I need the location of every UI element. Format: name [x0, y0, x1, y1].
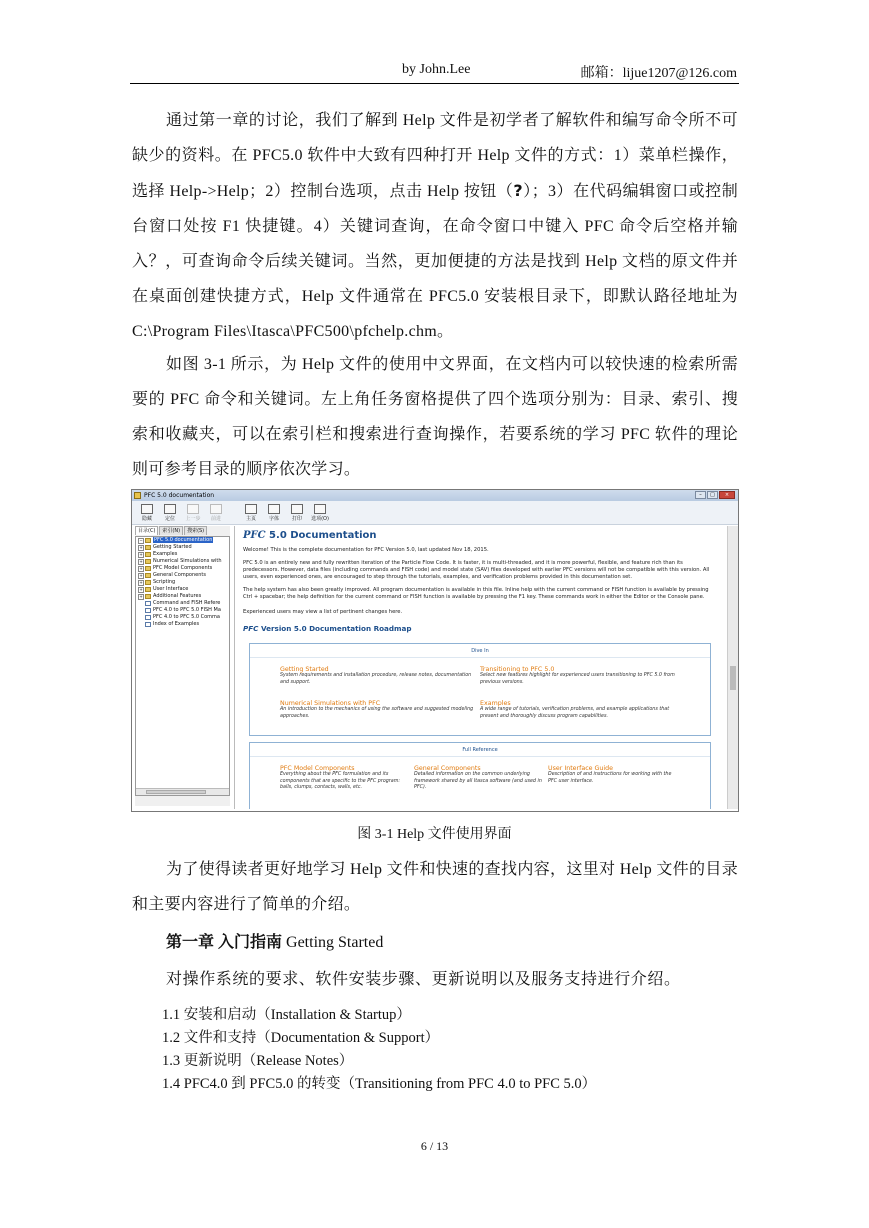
tree-item[interactable] — [136, 551, 229, 558]
nav-tabs — [135, 526, 230, 535]
expand-icon[interactable]: + — [139, 594, 143, 599]
forward-arrow-icon — [210, 504, 222, 514]
list-item: 1.3 更新说明（Release Notes） — [162, 1053, 354, 1069]
roadmap-title-text: Version 5.0 Documentation Roadmap — [258, 624, 412, 633]
locate-button[interactable] — [159, 501, 181, 524]
tree-horizontal-scrollbar[interactable] — [136, 788, 229, 795]
options-label: 选项(O) — [311, 516, 329, 522]
book-icon — [145, 587, 151, 592]
roadmap-link-transitioning[interactable] — [480, 666, 680, 686]
figure-caption: 图 3-1 Help 文件使用界面 — [357, 827, 512, 842]
minimize-button[interactable]: – — [695, 491, 706, 499]
contents-tree — [135, 536, 230, 796]
tree-item-label: General Components — [153, 572, 206, 578]
page-icon — [145, 608, 151, 613]
roadmap-link-title: Examples — [480, 700, 511, 707]
book-icon — [145, 545, 151, 550]
paragraph-help-methods — [132, 103, 738, 349]
roadmap-link-title: Getting Started — [280, 666, 329, 673]
book-icon — [145, 552, 151, 557]
window-titlebar — [132, 490, 738, 501]
roadmap-link-getting-started[interactable] — [280, 666, 480, 686]
expand-icon[interactable]: + — [139, 587, 143, 592]
content-welcome: Welcome! This is the complete documentation for PFC Version 5.0, last updated Nov 18, 2015. — [243, 547, 489, 553]
reference-link-desc: Everything about the PFC formulation and its components that are specific to the PFC program: balls, clumps, contacts, walls, etc. — [280, 772, 401, 790]
reference-link-general-components[interactable] — [414, 765, 542, 792]
tree-item[interactable] — [136, 586, 229, 593]
dive-in-heading: Dive In — [250, 648, 710, 658]
home-label: 主页 — [245, 516, 256, 522]
tree-item-label: PFC 5.0 documentation — [154, 537, 213, 543]
full-reference-box — [249, 742, 711, 809]
tree-item[interactable] — [136, 621, 229, 628]
expand-icon[interactable]: + — [139, 559, 143, 564]
chapter-intro: 对操作系统的要求、软件安装步骤、更新说明以及服务支持进行介绍。 — [166, 971, 681, 988]
font-button[interactable] — [263, 501, 285, 524]
navigation-pane — [135, 526, 230, 806]
book-icon — [145, 566, 151, 571]
hide-icon — [141, 504, 153, 514]
reference-link-title: General Components — [414, 765, 481, 772]
list-item: 1.1 安装和启动（Installation & Startup） — [162, 1007, 411, 1023]
locate-icon — [164, 504, 176, 514]
list-item: 1.2 文件和支持（Documentation & Support） — [162, 1030, 440, 1046]
dive-in-box — [249, 643, 711, 736]
roadmap-link-numerical-simulations[interactable] — [280, 700, 480, 720]
roadmap-title — [243, 624, 412, 633]
tree-item[interactable] — [136, 572, 229, 579]
page-icon — [145, 601, 151, 606]
chapter-heading — [166, 929, 383, 952]
scroll-thumb[interactable] — [146, 790, 206, 794]
tree-item-label: Index of Examples — [153, 621, 200, 627]
reference-link-title: User Interface Guide — [548, 765, 614, 772]
header-author: by John.Lee — [402, 62, 471, 77]
page-icon — [145, 622, 151, 627]
paragraph-1-part-b: ）；3）在代码编辑窗口或控制台窗口处按 F1 快捷键。4）关键词查询，在命令窗口中键入 PFC 命令后空格并输入？，可查询命令后续关键词。当然，更加便捷的方法是找到 Help 文档的原文件并在桌面创建快捷方式，Help 文件通常在 PFC5.0 安装根目录下，即默认路径地址为 C:\Program Files\Itasca\PFC500\pfchelp.chm。 — [132, 183, 739, 340]
tree-item-label: Getting Started — [153, 544, 192, 550]
back-label: 上一步 — [185, 516, 201, 522]
tree-item[interactable] — [136, 607, 229, 614]
roadmap-link-desc: An introduction to the mechanics of using the software and suggested modeling approaches. — [280, 707, 474, 719]
options-icon — [314, 504, 326, 514]
paragraph-1-part-a: 通过第一章的讨论，我们了解到 Help 文件是初学者了解软件和编写命令所不可缺少的资料。在 PFC5.0 软件中大致有四种打开 Help 文件的方式：1）菜单栏操作，选择 Help->Help；2）控制台选项，点击 Help 按钮（ — [132, 112, 738, 200]
reference-link-title: PFC Model Components — [280, 765, 355, 772]
print-icon — [291, 504, 303, 514]
content-vertical-scrollbar[interactable] — [727, 526, 738, 809]
chapter-heading-en: Getting Started — [282, 934, 384, 951]
help-question-icon: ? — [513, 181, 524, 200]
reference-link-desc: Detailed information on the common underlying framework shared by all Itasca software (and used in PFC). — [414, 772, 542, 790]
expand-icon[interactable]: + — [139, 552, 143, 557]
hide-label: 隐藏 — [141, 516, 152, 522]
book-icon — [145, 594, 151, 599]
window-controls — [695, 491, 735, 499]
roadmap-link-desc: Select new features highlight for experienced users transitioning to PFC 5.0 from previous versions. — [480, 673, 675, 685]
content-title-prefix: PFC — [243, 530, 266, 541]
font-icon — [268, 504, 280, 514]
tree-item[interactable] — [136, 558, 229, 565]
forward-label: 前进 — [210, 516, 221, 522]
reference-link-user-interface[interactable] — [548, 765, 678, 785]
tree-item[interactable] — [136, 544, 229, 551]
scroll-thumb[interactable] — [730, 666, 736, 690]
tree-item[interactable] — [136, 600, 229, 607]
collapse-icon[interactable]: − — [139, 538, 143, 543]
expand-icon[interactable]: + — [139, 545, 143, 550]
help-toolbar — [132, 501, 738, 525]
roadmap-link-desc: System requirements and installation procedure, release notes, documentation and support. — [280, 673, 472, 685]
tree-item-label: Scripting — [153, 579, 176, 585]
expand-icon[interactable]: + — [139, 566, 143, 571]
roadmap-link-desc: A wide range of tutorials, verification problems, and example applications that present and thoroughly discuss program capabilities. — [480, 707, 670, 719]
tree-item[interactable] — [136, 579, 229, 586]
book-icon — [145, 559, 151, 564]
tree-item-label: PFC 4.0 to PFC 5.0 FISH Ma — [153, 607, 221, 613]
header-email: 邮箱：lijue1207@126.com — [580, 66, 737, 81]
tree-item[interactable] — [136, 593, 229, 600]
forward-button[interactable] — [205, 501, 227, 524]
page-header — [130, 62, 739, 82]
page-number: 6 / 13 — [420, 1139, 449, 1153]
tab-contents[interactable]: 目录(C) — [135, 526, 158, 535]
paragraph-figure-description: 如图 3-1 所示，为 Help 文件的使用中文界面，在文档内可以较快速的检索所需要的 PFC 命令和关键词。左上角任务窗格提供了四个选项分别为：目录、索引、搜索和收藏夹，可以在索引栏和搜索进行查询操作，若要系统的学习 PFC 软件的理论则可参考目录的顺序依次学习。 — [132, 356, 738, 478]
tree-item-label: PFC Model Components — [153, 565, 213, 571]
book-icon — [145, 538, 151, 543]
back-arrow-icon — [187, 504, 199, 514]
book-icon — [145, 580, 151, 585]
header-rule — [130, 83, 739, 84]
options-button[interactable] — [309, 501, 331, 524]
close-button[interactable]: × — [719, 491, 735, 499]
maximize-button[interactable]: □ — [707, 491, 718, 499]
print-button[interactable] — [286, 501, 308, 524]
window-title: PFC 5.0 documentation — [144, 492, 215, 499]
section-list — [162, 1004, 596, 1096]
content-title — [243, 530, 377, 541]
reference-link-model-components[interactable] — [280, 765, 408, 792]
tree-item[interactable] — [136, 565, 229, 572]
home-icon — [245, 504, 257, 514]
font-label: 字体 — [268, 516, 279, 522]
tree-item-label: Additional Features — [153, 593, 202, 599]
tab-search[interactable]: 搜索(S) — [184, 526, 207, 535]
print-label: 打印 — [291, 516, 302, 522]
help-window-screenshot — [131, 489, 739, 812]
chapter-heading-cn: 第一章 入门指南 — [166, 934, 283, 951]
page-icon — [145, 615, 151, 620]
home-button[interactable] — [240, 501, 262, 524]
tree-item-label: PFC 4.0 to PFC 5.0 Comma — [153, 614, 220, 620]
roadmap-link-examples[interactable] — [480, 700, 680, 720]
tab-index[interactable]: 索引(N) — [159, 526, 183, 535]
roadmap-link-title: Transitioning to PFC 5.0 — [480, 666, 555, 673]
hide-button[interactable] — [136, 501, 158, 524]
tree-item[interactable] — [136, 614, 229, 621]
roadmap-title-prefix: PFC — [243, 624, 259, 633]
expand-icon[interactable]: + — [139, 580, 143, 585]
locate-label: 定位 — [164, 516, 175, 522]
expand-icon[interactable]: + — [139, 573, 143, 578]
help-app-icon — [134, 492, 141, 499]
paragraph-toc-intro: 为了使得读者更好地学习 Help 文件和快速的查找内容，这里对 Help 文件的目录和主要内容进行了简单的介绍。 — [132, 861, 738, 913]
full-reference-heading: Full Reference — [250, 747, 710, 757]
list-item: 1.4 PFC4.0 到 PFC5.0 的转变（Transitioning from PFC 4.0 to PFC 5.0） — [162, 1076, 597, 1092]
book-icon — [145, 573, 151, 578]
tree-item[interactable] — [136, 537, 229, 544]
content-changes-link[interactable]: Experienced users may view a list of pertinent changes here. — [243, 609, 403, 615]
content-intro: PFC 5.0 is an entirely new and fully rewritten iteration of the Particle Flow Code. It is faster, it is multi-threaded, and it is more powerful, flexible, and feature rich than its predecessors. However, data files (including commands and FISH code) and model state (SAV) files developed with earlier PFC versions will not be compatible with this version. All users, even experienced ones, are encouraged to step through the tutorials, examples, and verification problems provided in this documentation set. — [243, 560, 710, 580]
back-button[interactable] — [182, 501, 204, 524]
tree-item-label: User Interface — [153, 586, 189, 592]
content-help-system: The help system has also been greatly improved. All program documentation is available in this file. Inline help with the current command or FISH function is available by pressing Ctrl + spacebar; the help definition for the current command or FISH function is available by pressing the F1 key. These commands work in either the Editor or the Console pane. — [243, 587, 709, 600]
tree-item-label: Command and FISH Refere — [153, 600, 221, 606]
content-title-text: 5.0 Documentation — [265, 530, 377, 541]
reference-link-desc: Description of and instructions for working with the PFC user interface. — [548, 772, 672, 784]
tree-item-label: Examples — [153, 551, 178, 557]
help-content-pane — [234, 526, 727, 809]
roadmap-link-title: Numerical Simulations with PFC — [280, 700, 381, 707]
tree-item-label: Numerical Simulations with — [153, 558, 222, 564]
